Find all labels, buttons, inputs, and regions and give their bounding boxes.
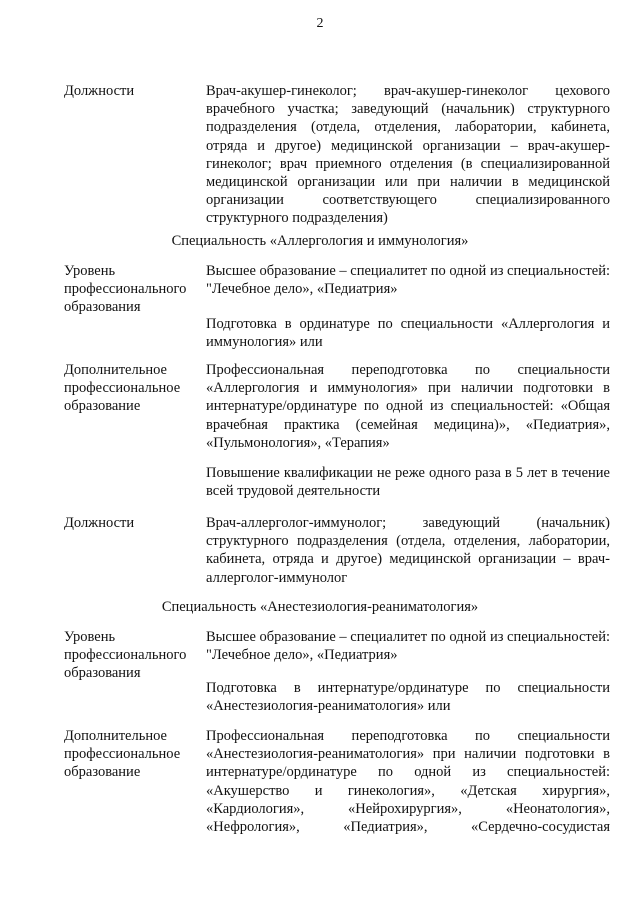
- row-text: Повышение квалификации не реже одного раза в 5 лет в течение всей трудовой деятельности: [206, 465, 610, 500]
- row-text: Профессиональная переподготовка по специальности «Анестезиология-реаниматология» при наличии подготовки в интернатуре/ординатуре по одной из специальностей: «Акушерство и гинекология», «Детская хирургия», «Кардиология», «Нейрохирургия», «Неонатология», «Нефрология», «Педиатрия», «Сердечно-сосудистая: [206, 728, 610, 836]
- specialty-heading-allergy: Специальность «Аллергология и иммунология»: [171, 233, 469, 249]
- row-label: Должности: [64, 515, 135, 531]
- row-label: Дополнительное профессиональное образование: [64, 728, 181, 781]
- row-label: Уровень профессионального образования: [64, 263, 187, 316]
- row-text: Высшее образование – специалитет по одной из специальностей: "Лечебное дело», «Педиатрия»: [206, 629, 610, 664]
- row-text: Врач-аллерголог-иммунолог; заведующий (начальник) структурного подразделения (отдела, отделения, лаборатории, кабинета, отряда и другое) медицинской организации – врач-аллерголог-иммунолог: [206, 515, 610, 586]
- row-text: Профессиональная переподготовка по специальности «Аллергология и иммунология» при наличии подготовки в интернатуре/ординатуре по одной из специальностей: «Общая врачебная практика (семейная медицина)», «Педиатрия», «Пульмонология», «Терапия»: [206, 362, 610, 451]
- row-label: Должности: [64, 83, 135, 99]
- row-text: Подготовка в интернатуре/ординатуре по специальности «Анестезиология-реаниматология» или: [206, 680, 610, 715]
- row-text: Врач-акушер-гинеколог; врач-акушер-гинеколог цехового врачебного участка; заведующий (начальник) структурного подразделения (отдела, отделения, лаборатории, кабинета, отряда и другое) медицинской организации – врач-акушер-гинеколог; врач приемного отделения (в специализированной медицинской организации или при наличии в медицинской организации соответствующего специализированного структурного подразделения): [206, 83, 610, 227]
- row-label: Уровень профессионального образования: [64, 629, 187, 682]
- row-label: Дополнительное профессиональное образование: [64, 362, 181, 415]
- specialty-heading-anesthesia: Специальность «Анестезиология-реаниматология»: [161, 599, 479, 615]
- page-number: 2: [316, 16, 324, 31]
- row-text: Высшее образование – специалитет по одной из специальностей: "Лечебное дело», «Педиатрия»: [206, 263, 610, 298]
- row-text: Подготовка в ординатуре по специальности «Аллергология и иммунология» или: [206, 316, 610, 351]
